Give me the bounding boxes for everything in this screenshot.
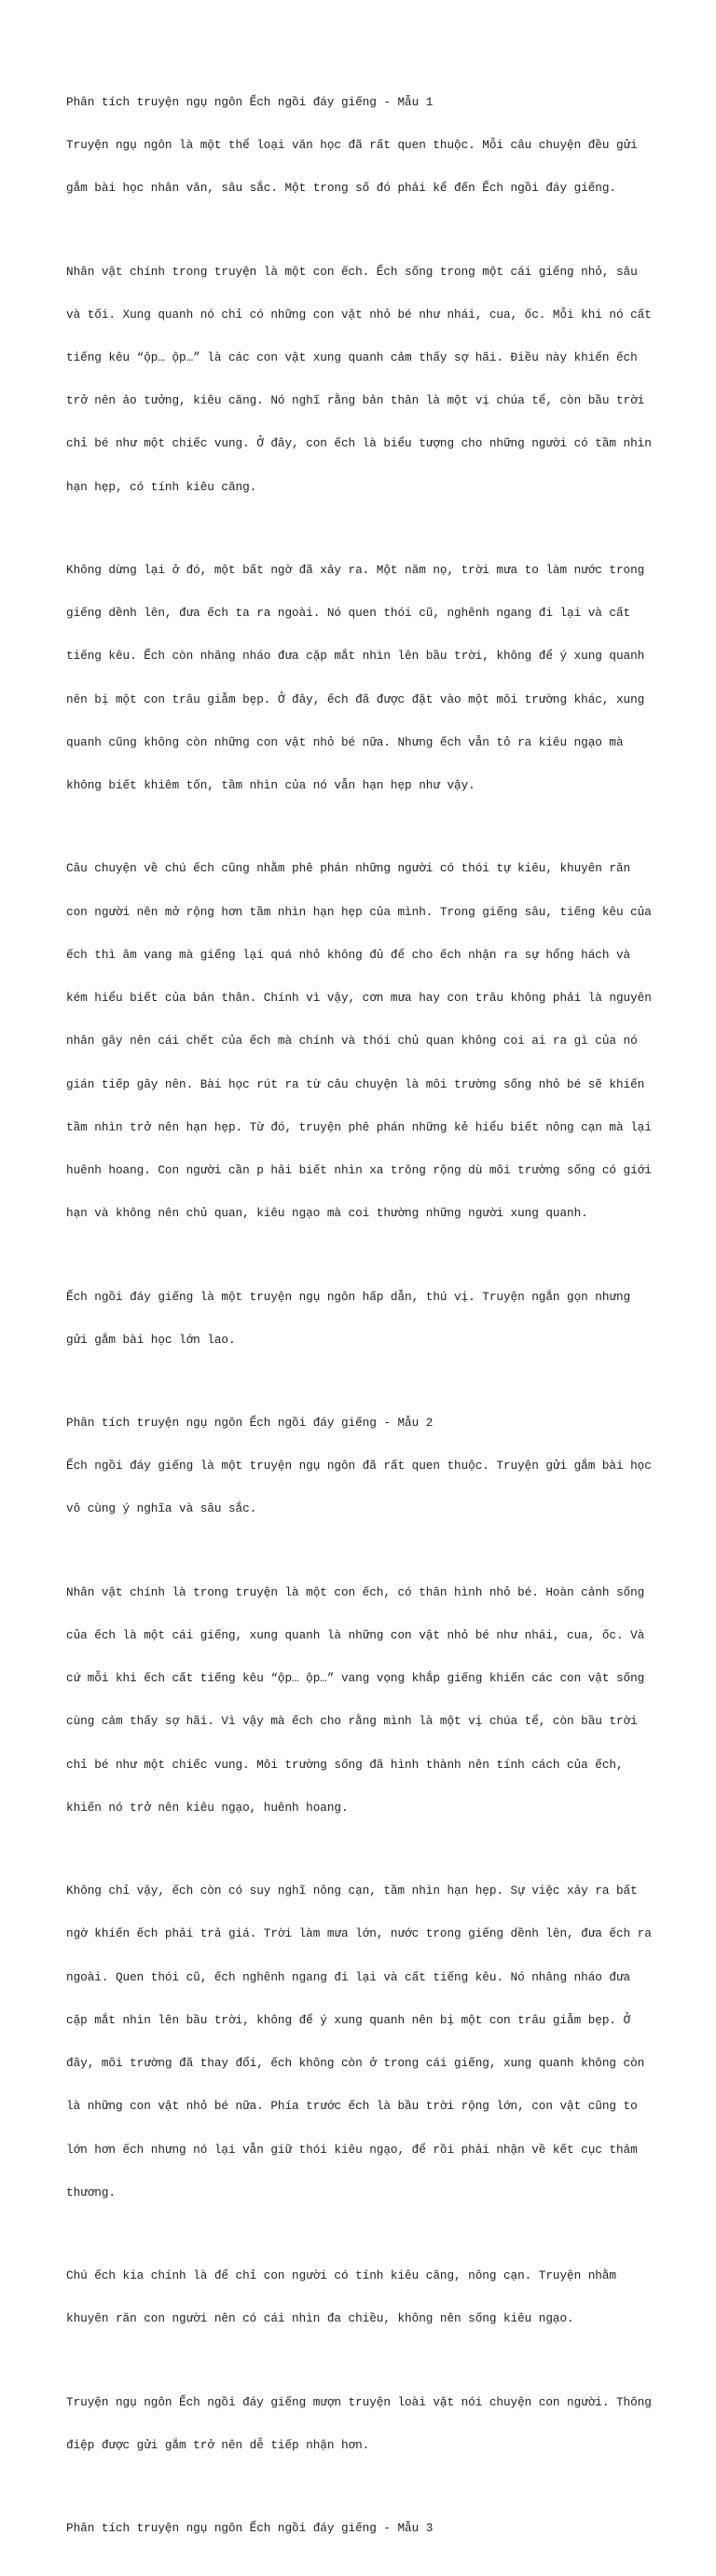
- text-line: ngờ khiến ếch phải trả giá. Trời làm mưa lớn, nước trong giếng dềnh lên, đưa ếch ra: [66, 1926, 652, 1941]
- text-line: tiếng kêu. Ếch còn nhâng nháo đưa cặp mắt nhìn lên bầu trời, không để ý xung quanh: [66, 649, 645, 664]
- paragraph-11: [66, 2492, 654, 2564]
- text-line: ngoài. Quen thói cũ, ếch nghênh ngang đi lại và cất tiếng kêu. Nó nhâng nháo đưa: [66, 1969, 631, 1984]
- text-line: và tối. Xung quanh nó chỉ có những con vật nhỏ bé như nhái, cua, ốc. Mỗi khi nó cất: [66, 307, 652, 322]
- text-line: cặp mắt nhìn lên bầu trời, không để ý xung quanh nên bị một con trâu giẫm bẹp. Ở: [66, 2012, 631, 2027]
- text-line: ếch thì âm vang mà giếng lại quá nhỏ không đủ để cho ếch nhận ra sự hổng hách và: [66, 947, 631, 962]
- text-line: tầm nhìn trở nên hạn hẹp. Từ đó, truyện phê phán những kẻ hiểu biết nông cạn mà lại: [66, 1119, 652, 1134]
- paragraph-6: [66, 1387, 654, 1544]
- text-line: Nhân vật chính là trong truyện là một con ếch, có thân hình nhỏ bé. Hoàn cảnh sống: [66, 1584, 645, 1599]
- text-line: điệp được gửi gắm trở nên dễ tiếp nhận hơn.: [66, 2437, 370, 2452]
- text-line: khuyên răn con người nên có cái nhìn đa chiều, không nên sống kiêu ngạo.: [66, 2311, 574, 2326]
- text-line: không biết khiêm tốn, tầm nhìn của nó vẫn hạn hẹp như vậy.: [66, 778, 475, 793]
- paragraph-10: [66, 2366, 654, 2481]
- text-line: huênh hoang. Con người cần p hải biết nhìn xa trông rộng dù môi trường sống có giới: [66, 1162, 652, 1177]
- text-line: tiếng kêu “ộp… ộp…” là các con vật xung quanh cảm thấy sợ hãi. Điều này khiến ếch: [66, 350, 638, 365]
- text-line: khiến nó trở nên kiêu ngạo, huênh hoang.: [66, 1800, 349, 1815]
- paragraph-3: [66, 534, 654, 821]
- paragraph-7: [66, 1556, 654, 1843]
- text-line: lớn hơn ếch nhưng nó lại vẫn giữ thói kiêu ngạo, để rồi phải nhận về kết cục thảm: [66, 2142, 638, 2157]
- paragraph-2: [66, 236, 654, 523]
- text-line: gián tiếp gây nên. Bài học rút ra từ câu chuyện là môi trường sống nhỏ bé sẽ khiến: [66, 1076, 645, 1091]
- text-line: Truyện ngụ ngôn Ếch ngồi đáy giếng mượn truyện loài vật nói chuyện con người. Thông: [66, 2394, 652, 2409]
- heading-sample-1: Phân tích truyện ngụ ngôn Ếch ngồi đáy giếng - Mẫu 1: [66, 94, 434, 109]
- text-line: giếng dềnh lên, đưa ếch ta ra ngoài. Nó quen thói cũ, nghênh ngang đi lại và cất: [66, 606, 631, 621]
- text-line: trở nên ảo tưởng, kiêu căng. Nó nghĩ rằng bản thân là một vị chúa tể, còn bầu trời: [66, 393, 645, 408]
- text-line: Không chỉ vậy, ếch còn có suy nghĩ nông cạn, tầm nhìn hạn hẹp. Sự việc xảy ra bất: [66, 1884, 638, 1898]
- text-line: Không dừng lại ở đó, một bất ngờ đã xảy ra. Một năm nọ, trời mưa to làm nước trong: [66, 563, 645, 577]
- text-line: vô cùng ý nghĩa và sâu sắc.: [66, 1501, 257, 1516]
- paragraph-8: [66, 1855, 654, 2228]
- paragraph-9: [66, 2240, 654, 2354]
- heading-sample-3: Phân tích truyện ngụ ngôn Ếch ngồi đáy giếng - Mẫu 3: [66, 2521, 434, 2536]
- text-line: Truyện ngụ ngôn là một thể loại văn học đã rất quen thuộc. Mỗi câu chuyện đều gửi: [66, 138, 638, 153]
- text-line: Ếch ngồi đáy giếng là một truyện ngụ ngôn đã rất quen thuộc. Truyện gửi gắm bài học: [66, 1459, 652, 1473]
- text-line: kém hiểu biết của bản thân. Chính vì vậy, cơn mưa hay con trâu không phải là nguyên: [66, 991, 652, 1006]
- text-line: Ếch ngồi đáy giếng là một truyện ngụ ngôn hấp dẫn, thú vị. Truyện ngắn gọn nhưng: [66, 1289, 631, 1304]
- text-line: cùng cảm thấy sợ hãi. Vì vậy mà ếch cho rằng mình là một vị chúa tể, còn bầu trời: [66, 1714, 638, 1729]
- paragraph-1: [66, 66, 654, 224]
- paragraph-4: [66, 833, 654, 1250]
- text-line: chỉ bé như một chiếc vung. Môi trường sống đã hình thành nên tính cách của ếch,: [66, 1757, 624, 1772]
- text-line: thương.: [66, 2185, 116, 2199]
- text-line: gắm bài học nhân văn, sâu sắc. Một trong số đó phải kể đến Ếch ngồi đáy giếng.: [66, 181, 616, 196]
- text-line: cứ mỗi khi ếch cất tiếng kêu “ộp… ộp…” vang vọng khắp giếng khiến các con vật sống: [66, 1671, 645, 1686]
- text-line: con người nên mở rộng hơn tầm nhìn hạn hẹp của mình. Trong giếng sâu, tiếng kêu của: [66, 904, 652, 919]
- text-line: đây, môi trường đã thay đổi, ếch không còn ở trong cái giếng, xung quanh không còn: [66, 2056, 645, 2071]
- text-line: hạn và không nên chủ quan, kiêu ngạo mà coi thường những người xung quanh.: [66, 1206, 588, 1221]
- text-line: chỉ bé như một chiếc vung. Ở đây, con ếch là biểu tượng cho những người có tầm nhìn: [66, 436, 652, 451]
- heading-sample-2: Phân tích truyện ngụ ngôn Ếch ngồi đáy giếng - Mẫu 2: [66, 1416, 434, 1431]
- text-line: quanh cũng không còn những con vật nhỏ bé nữa. Nhưng ếch vẫn tỏ ra kiêu ngạo mà: [66, 734, 624, 749]
- text-line: nhân gây nên cái chết của ếch mà chính và thói chủ quan không coi ai ra gì của nó: [66, 1034, 638, 1048]
- text-line: gửi gắm bài học lớn lao.: [66, 1332, 236, 1347]
- text-line: Câu chuyện về chú ếch cũng nhằm phê phán những người có thói tự kiêu, khuyên răn: [66, 861, 631, 876]
- text-line: Chú ếch kia chính là để chỉ con người có tính kiêu căng, nông cạn. Truyện nhằm: [66, 2268, 616, 2283]
- text-line: là những con vật nhỏ bé nữa. Phía trước ếch là bầu trời rộng lớn, con vật cũng to: [66, 2099, 638, 2114]
- paragraph-5: [66, 1261, 654, 1376]
- text-line: của ếch là một cái giếng, xung quanh là những con vật nhỏ bé như nhái, cua, ốc. Và: [66, 1628, 645, 1643]
- text-line: nên bị một con trâu giẫm bẹp. Ở đây, ếch đã được đặt vào một môi trường khác, xung: [66, 692, 645, 706]
- text-line: Nhân vật chính trong truyện là một con ếch. Ếch sống trong một cái giếng nhỏ, sâu: [66, 264, 638, 279]
- document-page: [66, 66, 654, 2576]
- text-line: hạn hẹp, có tính kiêu căng.: [66, 479, 257, 494]
